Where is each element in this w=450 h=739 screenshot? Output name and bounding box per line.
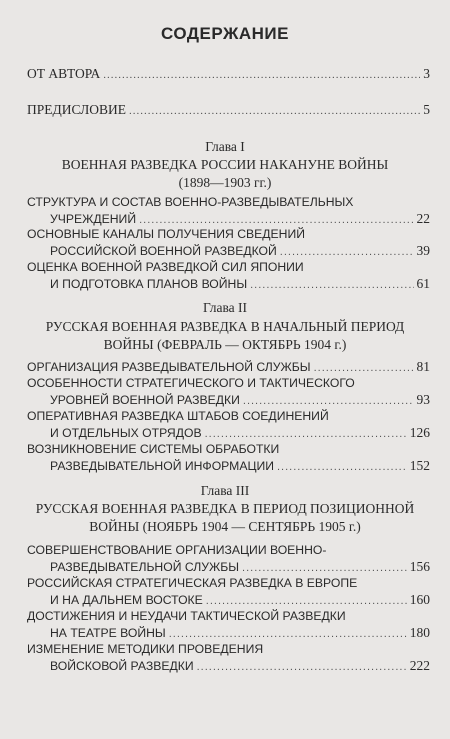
toc-page-number: 126 [409,425,430,440]
toc-entry-line[interactable]: ВОЗНИКНОВЕНИЕ СИСТЕМЫ ОБРАБОТКИ [27,442,280,456]
toc-entry-methodology[interactable] [50,657,430,676]
toc-entry-label: ПРЕДИСЛОВИЕ [27,102,127,117]
toc-page-number: 3 [423,66,430,81]
dot-leader [103,67,420,84]
toc-page-number: 39 [416,243,430,258]
toc-page-number: 180 [409,625,430,640]
page-title: СОДЕРЖАНИЕ [161,24,289,43]
toc-page-number: 81 [416,359,430,374]
toc-entry-label: И НА ДАЛЬНЕМ ВОСТОКЕ [50,593,203,607]
toc-entry-line[interactable]: ОСОБЕННОСТИ СТРАТЕГИЧЕСКОГО И ТАКТИЧЕСКОГО [27,376,355,390]
dot-leader [197,659,407,676]
toc-page-number: 61 [416,276,430,291]
toc-page-number: 93 [416,392,430,407]
toc-entry-label: РОССИЙСКОЙ ВОЕННОЙ РАЗВЕДКОЙ [50,244,277,258]
chapter-title: ВОЙНЫ (НОЯБРЬ 1904 — СЕНТЯБРЬ 1905 г.) [89,519,361,534]
dot-leader [250,277,413,294]
toc-entry-assessment[interactable] [50,275,430,294]
toc-entry-label: УЧРЕЖДЕНИЙ [50,212,137,226]
toc-entry-line[interactable]: ИЗМЕНЕНИЕ МЕТОДИКИ ПРОВЕДЕНИЯ [27,642,264,656]
toc-entry-label: ОТ АВТОРА [27,66,101,81]
toc-entry-label: РАЗВЕДЫВАТЕЛЬНОЙ ИНФОРМАЦИИ [50,459,274,473]
toc-entry-label: НА ТЕАТРЕ ВОЙНЫ [50,626,166,640]
toc-entry-label: РАЗВЕДЫВАТЕЛЬНОЙ СЛУЖБЫ [50,560,240,574]
chapter-title: РУССКАЯ ВОЕННАЯ РАЗВЕДКА В НАЧАЛЬНЫЙ ПЕРИОД [45,319,405,334]
toc-entry-line[interactable]: РОССИЙСКАЯ СТРАТЕГИЧЕСКАЯ РАЗВЕДКА В ЕВРОПЕ [27,576,358,590]
chapter-label: Глава II [202,300,248,315]
toc-entry-label: ОРГАНИЗАЦИЯ РАЗВЕДЫВАТЕЛЬНОЙ СЛУЖБЫ [27,360,311,374]
toc-entry-line[interactable]: СОВЕРШЕНСТВОВАНИЕ ОРГАНИЗАЦИИ ВОЕННО- [27,543,327,557]
toc-entry-label: ВОЙСКОВОЙ РАЗВЕДКИ [50,659,194,673]
toc-page-number: 156 [409,559,430,574]
chapter-title: РУССКАЯ ВОЕННАЯ РАЗВЕДКА В ПЕРИОД ПОЗИЦИОННОЙ [35,501,415,516]
toc-entry-line[interactable]: ОСНОВНЫЕ КАНАЛЫ ПОЛУЧЕНИЯ СВЕДЕНИЙ [27,227,306,241]
toc-entry-label: И ОТДЕЛЬНЫХ ОТРЯДОВ [50,426,202,440]
chapter-title: (1898—1903 гг.) [178,175,272,190]
toc-page-number: 152 [409,458,430,473]
toc-entry-label: И ПОДГОТОВКА ПЛАНОВ ВОЙНЫ [50,277,248,291]
chapter-title: ВОЕННАЯ РАЗВЕДКА РОССИИ НАКАНУНЕ ВОЙНЫ [61,157,389,172]
toc-entry-label: УРОВНЕЙ ВОЕННОЙ РАЗВЕДКИ [50,393,240,407]
toc-page-number: 5 [423,102,430,117]
toc-entry-line[interactable]: СТРУКТУРА И СОСТАВ ВОЕННО-РАЗВЕДЫВАТЕЛЬНЫХ [27,195,354,209]
dot-leader [277,459,407,476]
chapter-label: Глава I [205,139,245,154]
toc-page-number: 160 [409,592,430,607]
chapter-title: ВОЙНЫ (ФЕВРАЛЬ — ОКТЯБРЬ 1904 г.) [103,337,347,352]
chapter-label: Глава III [200,483,250,498]
toc-entry-line[interactable]: ОЦЕНКА ВОЕННОЙ РАЗВЕДКОЙ СИЛ ЯПОНИИ [27,260,304,274]
dot-leader [129,103,420,120]
toc-entry-line[interactable]: ДОСТИЖЕНИЯ И НЕУДАЧИ ТАКТИЧЕСКОЙ РАЗВЕДКИ [27,609,346,623]
toc-page-number: 222 [409,658,430,673]
toc-entry-processing[interactable] [50,457,430,476]
toc-entry-line[interactable]: ОПЕРАТИВНАЯ РАЗВЕДКА ШТАБОВ СОЕДИНЕНИЙ [27,409,329,423]
toc-entry-preface[interactable] [27,101,430,120]
toc-entry-from-author[interactable] [27,65,430,84]
toc-page-number: 22 [416,211,430,226]
